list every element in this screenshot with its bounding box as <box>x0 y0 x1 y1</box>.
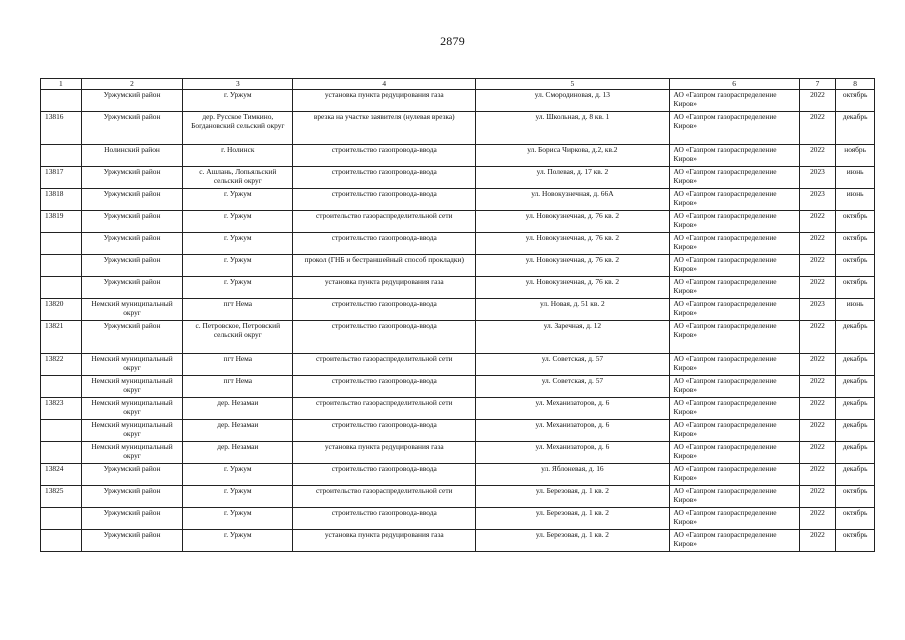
month-cell: июнь <box>836 167 875 189</box>
month-cell: октябрь <box>836 90 875 112</box>
district-cell: Уржумский район <box>81 486 183 508</box>
organization-cell: АО «Газпром газораспределение Киров» <box>669 167 799 189</box>
month-cell: декабрь <box>836 442 875 464</box>
month-cell: октябрь <box>836 277 875 299</box>
table-row <box>41 464 875 486</box>
locality-cell: г. Уржум <box>183 211 293 233</box>
district-cell: Немский муниципальный округ <box>81 299 183 321</box>
row-number: 13817 <box>41 167 82 189</box>
organization-cell: АО «Газпром газораспределение Киров» <box>669 90 799 112</box>
work-type-cell: строительство газопровода-ввода <box>293 420 476 442</box>
year-cell: 2022 <box>799 90 836 112</box>
organization-cell: АО «Газпром газораспределение Киров» <box>669 508 799 530</box>
organization-cell: АО «Газпром газораспределение Киров» <box>669 233 799 255</box>
work-type-cell: строительство газопровода-ввода <box>293 376 476 398</box>
district-cell: Нолинский район <box>81 145 183 167</box>
district-cell: Уржумский район <box>81 530 183 552</box>
organization-cell: АО «Газпром газораспределение Киров» <box>669 420 799 442</box>
district-cell: Уржумский район <box>81 255 183 277</box>
address-cell: ул. Новокузнечная, д. 76 кв. 2 <box>476 233 669 255</box>
work-type-cell: строительство газопровода-ввода <box>293 321 476 354</box>
table-row <box>41 145 875 167</box>
address-cell: ул. Новокузнечная, д. 76 кв. 2 <box>476 255 669 277</box>
column-header: 4 <box>293 79 476 90</box>
work-type-cell: строительство газопровода-ввода <box>293 299 476 321</box>
address-cell: ул. Новокузнечная, д. 76 кв. 2 <box>476 277 669 299</box>
row-number <box>41 277 82 299</box>
year-cell: 2022 <box>799 442 836 464</box>
month-cell: декабрь <box>836 112 875 145</box>
table-body <box>41 90 875 552</box>
month-cell: июнь <box>836 189 875 211</box>
month-cell: декабрь <box>836 464 875 486</box>
district-cell: Уржумский район <box>81 90 183 112</box>
address-cell: ул. Новокузнечная, д. 66А <box>476 189 669 211</box>
year-cell: 2022 <box>799 420 836 442</box>
district-cell: Немский муниципальный округ <box>81 420 183 442</box>
table-row <box>41 299 875 321</box>
row-number <box>41 442 82 464</box>
address-cell: ул. Заречная, д. 12 <box>476 321 669 354</box>
work-type-cell: строительство газопровода-ввода <box>293 189 476 211</box>
locality-cell: г. Уржум <box>183 486 293 508</box>
work-type-cell: строительство газопровода-ввода <box>293 167 476 189</box>
locality-cell: г. Уржум <box>183 508 293 530</box>
table-row <box>41 211 875 233</box>
month-cell: октябрь <box>836 486 875 508</box>
locality-cell: г. Нолинск <box>183 145 293 167</box>
district-cell: Немский муниципальный округ <box>81 376 183 398</box>
row-number: 13816 <box>41 112 82 145</box>
organization-cell: АО «Газпром газораспределение Киров» <box>669 530 799 552</box>
month-cell: декабрь <box>836 398 875 420</box>
locality-cell: пгт Нема <box>183 376 293 398</box>
locality-cell: с. Ашлань, Лопьяльский сельский округ <box>183 167 293 189</box>
row-number <box>41 420 82 442</box>
table-row <box>41 530 875 552</box>
column-header: 1 <box>41 79 82 90</box>
table-row <box>41 189 875 211</box>
row-number <box>41 376 82 398</box>
year-cell: 2022 <box>799 233 836 255</box>
organization-cell: АО «Газпром газораспределение Киров» <box>669 442 799 464</box>
organization-cell: АО «Газпром газораспределение Киров» <box>669 398 799 420</box>
year-cell: 2022 <box>799 354 836 376</box>
work-type-cell: установка пункта редуцирования газа <box>293 530 476 552</box>
column-header: 2 <box>81 79 183 90</box>
organization-cell: АО «Газпром газораспределение Киров» <box>669 376 799 398</box>
locality-cell: г. Уржум <box>183 90 293 112</box>
month-cell: ноябрь <box>836 145 875 167</box>
address-cell: ул. Школьная, д. 8 кв. 1 <box>476 112 669 145</box>
year-cell: 2022 <box>799 398 836 420</box>
year-cell: 2022 <box>799 255 836 277</box>
organization-cell: АО «Газпром газораспределение Киров» <box>669 464 799 486</box>
work-type-cell: установка пункта редуцирования газа <box>293 90 476 112</box>
address-cell: ул. Механизаторов, д. 6 <box>476 442 669 464</box>
address-cell: ул. Советская, д. 57 <box>476 376 669 398</box>
year-cell: 2023 <box>799 299 836 321</box>
table-row <box>41 420 875 442</box>
work-type-cell: строительство газораспределительной сети <box>293 486 476 508</box>
address-cell: ул. Механизаторов, д. 6 <box>476 398 669 420</box>
locality-cell: г. Уржум <box>183 464 293 486</box>
year-cell: 2023 <box>799 167 836 189</box>
organization-cell: АО «Газпром газораспределение Киров» <box>669 145 799 167</box>
row-number: 13825 <box>41 486 82 508</box>
table-row <box>41 233 875 255</box>
locality-cell: г. Уржум <box>183 189 293 211</box>
year-cell: 2022 <box>799 530 836 552</box>
table-row <box>41 508 875 530</box>
year-cell: 2022 <box>799 464 836 486</box>
work-type-cell: установка пункта редуцирования газа <box>293 277 476 299</box>
locality-cell: дер. Незамаи <box>183 442 293 464</box>
column-header: 5 <box>476 79 669 90</box>
locality-cell: дер. Русское Тимкино, Богдановский сельский округ <box>183 112 293 145</box>
table-row <box>41 255 875 277</box>
row-number <box>41 508 82 530</box>
locality-cell: дер. Незамаи <box>183 398 293 420</box>
district-cell: Уржумский район <box>81 233 183 255</box>
district-cell: Немский муниципальный округ <box>81 354 183 376</box>
table-row <box>41 167 875 189</box>
address-cell: ул. Смородиновая, д. 13 <box>476 90 669 112</box>
month-cell: декабрь <box>836 420 875 442</box>
row-number: 13820 <box>41 299 82 321</box>
year-cell: 2022 <box>799 112 836 145</box>
locality-cell: дер. Незамаи <box>183 420 293 442</box>
district-cell: Уржумский район <box>81 464 183 486</box>
work-type-cell: установка пункта редуцирования газа <box>293 442 476 464</box>
locality-cell: г. Уржум <box>183 277 293 299</box>
month-cell: октябрь <box>836 508 875 530</box>
year-cell: 2022 <box>799 486 836 508</box>
organization-cell: АО «Газпром газораспределение Киров» <box>669 211 799 233</box>
work-type-cell: строительство газопровода-ввода <box>293 145 476 167</box>
table-row <box>41 486 875 508</box>
row-number <box>41 255 82 277</box>
row-number <box>41 90 82 112</box>
locality-cell: пгт Нема <box>183 299 293 321</box>
address-cell: ул. Березовая, д. 1 кв. 2 <box>476 530 669 552</box>
address-cell: ул. Новая, д. 51 кв. 2 <box>476 299 669 321</box>
row-number: 13823 <box>41 398 82 420</box>
locality-cell: пгт Нема <box>183 354 293 376</box>
work-type-cell: строительство газопровода-ввода <box>293 464 476 486</box>
district-cell: Уржумский район <box>81 167 183 189</box>
locality-cell: г. Уржум <box>183 233 293 255</box>
month-cell: октябрь <box>836 211 875 233</box>
year-cell: 2022 <box>799 211 836 233</box>
row-number: 13818 <box>41 189 82 211</box>
row-number <box>41 233 82 255</box>
work-type-cell: врезка на участке заявителя (нулевая врезка) <box>293 112 476 145</box>
year-cell: 2022 <box>799 508 836 530</box>
organization-cell: АО «Газпром газораспределение Киров» <box>669 486 799 508</box>
month-cell: декабрь <box>836 354 875 376</box>
work-type-cell: строительство газопровода-ввода <box>293 233 476 255</box>
address-cell: ул. Березовая, д. 1 кв. 2 <box>476 508 669 530</box>
table-row <box>41 277 875 299</box>
work-type-cell: строительство газопровода-ввода <box>293 508 476 530</box>
district-cell: Уржумский район <box>81 508 183 530</box>
organization-cell: АО «Газпром газораспределение Киров» <box>669 277 799 299</box>
work-type-cell: строительство газораспределительной сети <box>293 398 476 420</box>
table-row <box>41 376 875 398</box>
column-header: 8 <box>836 79 875 90</box>
district-cell: Уржумский район <box>81 189 183 211</box>
address-cell: ул. Полевая, д. 17 кв. 2 <box>476 167 669 189</box>
district-cell: Уржумский район <box>81 277 183 299</box>
organization-cell: АО «Газпром газораспределение Киров» <box>669 321 799 354</box>
district-cell: Уржумский район <box>81 112 183 145</box>
month-cell: октябрь <box>836 255 875 277</box>
address-cell: ул. Механизаторов, д. 6 <box>476 420 669 442</box>
gasification-table <box>40 78 875 552</box>
year-cell: 2023 <box>799 189 836 211</box>
work-type-cell: строительство газораспределительной сети <box>293 211 476 233</box>
organization-cell: АО «Газпром газораспределение Киров» <box>669 255 799 277</box>
table-row <box>41 354 875 376</box>
year-cell: 2022 <box>799 277 836 299</box>
district-cell: Уржумский район <box>81 211 183 233</box>
organization-cell: АО «Газпром газораспределение Киров» <box>669 354 799 376</box>
month-cell: декабрь <box>836 321 875 354</box>
district-cell: Немский муниципальный округ <box>81 442 183 464</box>
address-cell: ул. Березовая, д. 1 кв. 2 <box>476 486 669 508</box>
organization-cell: АО «Газпром газораспределение Киров» <box>669 299 799 321</box>
locality-cell: с. Петровское, Петровский сельский округ <box>183 321 293 354</box>
header-row <box>41 79 875 90</box>
row-number: 13822 <box>41 354 82 376</box>
address-cell: ул. Советская, д. 57 <box>476 354 669 376</box>
row-number <box>41 145 82 167</box>
column-header: 3 <box>183 79 293 90</box>
table-row <box>41 442 875 464</box>
locality-cell: г. Уржум <box>183 530 293 552</box>
month-cell: июнь <box>836 299 875 321</box>
locality-cell: г. Уржум <box>183 255 293 277</box>
organization-cell: АО «Газпром газораспределение Киров» <box>669 112 799 145</box>
year-cell: 2022 <box>799 376 836 398</box>
month-cell: декабрь <box>836 376 875 398</box>
address-cell: ул. Бориса Чиркова, д.2, кв.2 <box>476 145 669 167</box>
row-number <box>41 530 82 552</box>
district-cell: Немский муниципальный округ <box>81 398 183 420</box>
address-cell: ул. Яблоневая, д. 16 <box>476 464 669 486</box>
work-type-cell: прокол (ГНБ и бестраншейный способ прокладки) <box>293 255 476 277</box>
column-header: 7 <box>799 79 836 90</box>
work-type-cell: строительство газораспределительной сети <box>293 354 476 376</box>
year-cell: 2022 <box>799 145 836 167</box>
row-number: 13824 <box>41 464 82 486</box>
month-cell: октябрь <box>836 530 875 552</box>
table-row <box>41 321 875 354</box>
district-cell: Уржумский район <box>81 321 183 354</box>
table-row <box>41 90 875 112</box>
row-number: 13821 <box>41 321 82 354</box>
table-row <box>41 112 875 145</box>
address-cell: ул. Новокузнечная, д. 76 кв. 2 <box>476 211 669 233</box>
row-number: 13819 <box>41 211 82 233</box>
organization-cell: АО «Газпром газораспределение Киров» <box>669 189 799 211</box>
table-row <box>41 398 875 420</box>
column-header: 6 <box>669 79 799 90</box>
month-cell: октябрь <box>836 233 875 255</box>
page-number: 2879 <box>440 34 465 48</box>
year-cell: 2022 <box>799 321 836 354</box>
